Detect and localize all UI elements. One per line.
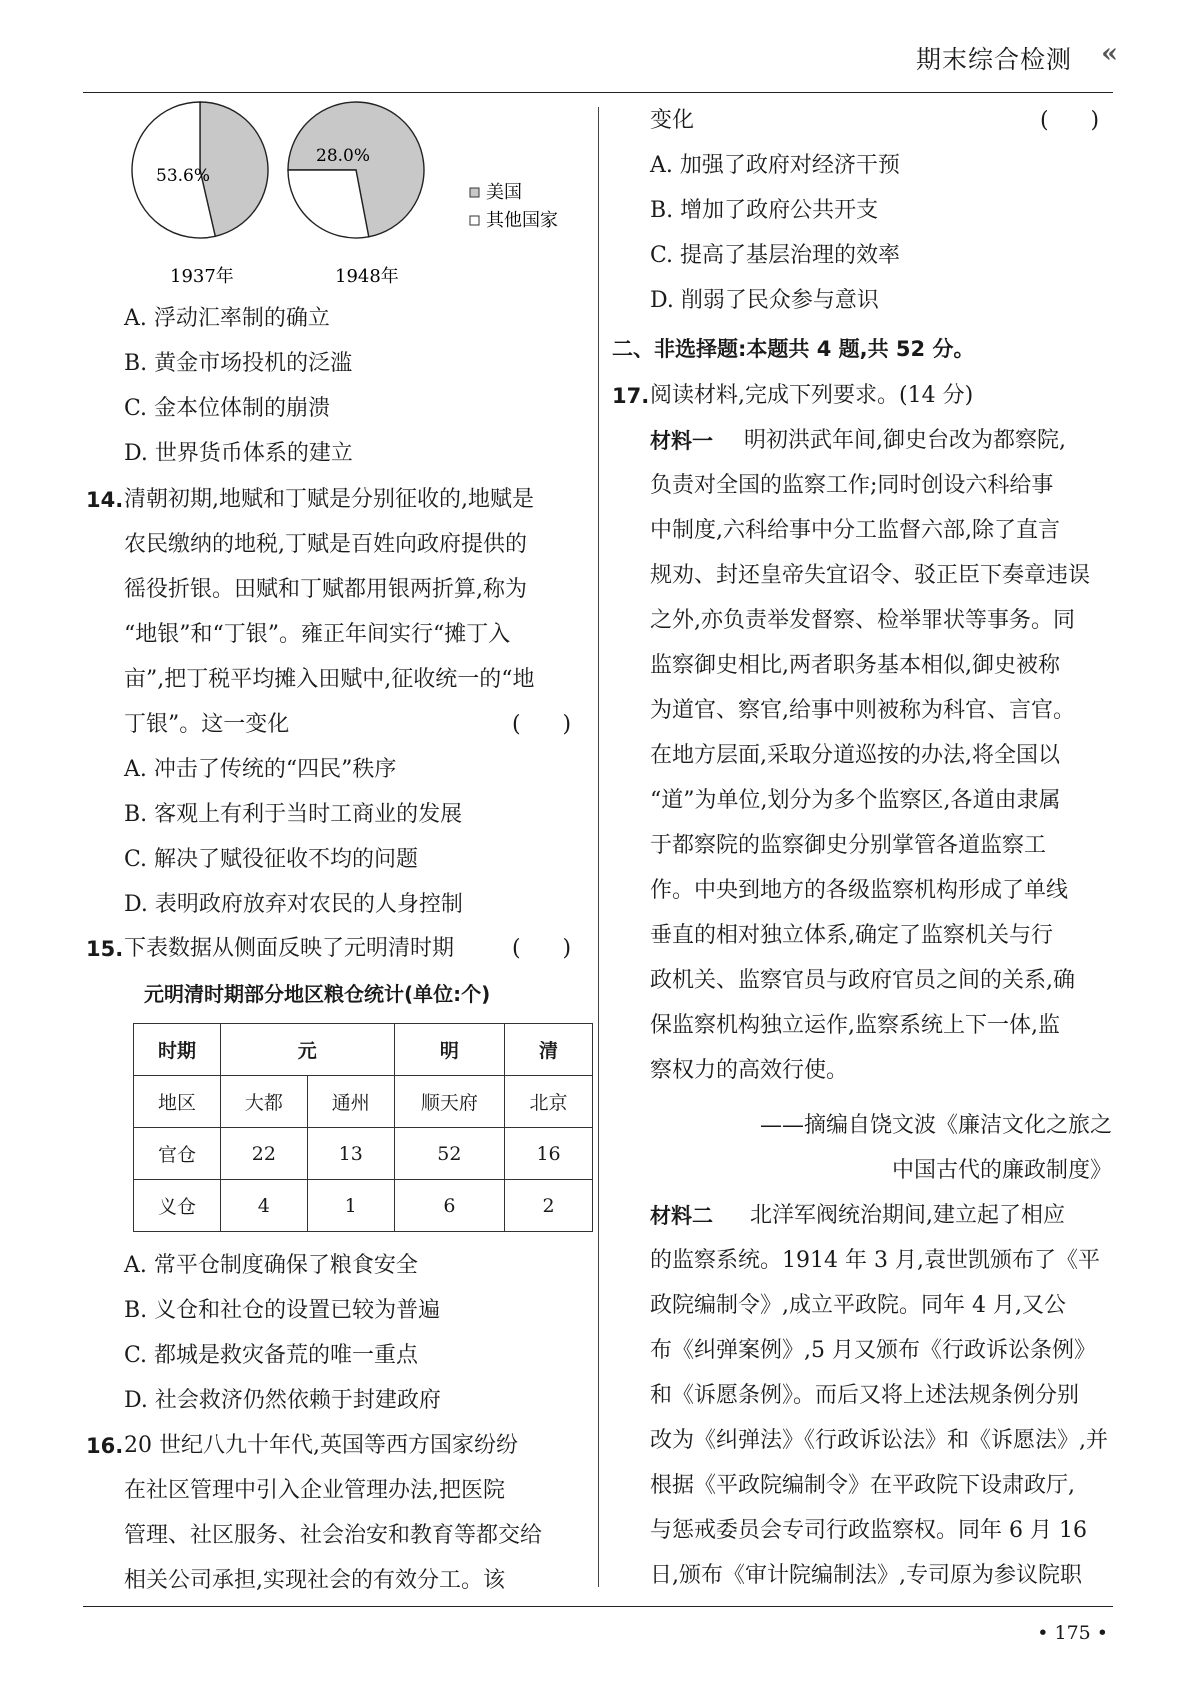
pie-1948: [288, 102, 424, 238]
material-2-line: 政院编制令》,成立平政院。同年 4 月,又公: [650, 1293, 1066, 1318]
q16-stem-line: 20 世纪八九十年代,英国等西方国家纷纷: [124, 1433, 518, 1458]
q14-number: 14.: [86, 488, 124, 512]
material-2-line: 布《纠弹案例》,5 月又颁布《行政诉讼条例》: [650, 1338, 1096, 1363]
table-cell: 22: [220, 1128, 307, 1180]
material-2-line: 与惩戒委员会专司行政监察权。同年 6 月 16: [650, 1518, 1087, 1543]
legend-label-others: 其他国家: [486, 210, 558, 231]
q15-option-b: B. 义仓和社仓的设置已较为普遍: [124, 1298, 441, 1323]
q13-option-c: C. 金本位体制的崩溃: [124, 396, 331, 421]
q16-answer-paren: ( ): [1040, 108, 1100, 133]
grain-table: [133, 1023, 593, 1232]
q14-option-c: C. 解决了赋役征收不均的问题: [124, 847, 419, 872]
page-header-title: 期末综合检测: [915, 45, 1072, 74]
material-1-line: 保监察机构独立运作,监察系统上下一体,监: [650, 1013, 1060, 1038]
column-divider: [598, 107, 599, 1587]
material-2-line: 日,颁布《审计院编制法》,专司原为参议院职: [650, 1563, 1082, 1588]
table-cell: 义仓: [134, 1180, 221, 1232]
material-2-line: 北洋军阀统治期间,建立起了相应: [750, 1203, 1065, 1228]
q16-stem-line: 在社区管理中引入企业管理办法,把医院: [124, 1478, 505, 1503]
material-1-line: 明初洪武年间,御史台改为都察院,: [744, 428, 1066, 453]
material-1-line: 垂直的相对独立体系,确定了监察机关与行: [650, 923, 1053, 948]
table-header-cell: 元: [220, 1024, 394, 1076]
q14-stem-line: 丁银”。这一变化: [124, 712, 290, 737]
material-2-line: 改为《纠弹法》《行政诉讼法》和《诉愿法》,并: [650, 1428, 1108, 1453]
q14-stem-line: 清朝初期,地赋和丁赋是分别征收的,地赋是: [124, 487, 534, 512]
q15-table-title: 元明清时期部分地区粮仓统计(单位:个): [144, 982, 491, 1006]
q15-option-d: D. 社会救济仍然依赖于封建政府: [124, 1388, 441, 1413]
q14-stem-line: “地银”和“丁银”。雍正年间实行“摊丁入: [124, 622, 511, 647]
table-cell: 地区: [134, 1076, 221, 1128]
table-cell: 通州: [307, 1076, 394, 1128]
q13-option-a: A. 浮动汇率制的确立: [124, 306, 330, 331]
q16-number: 16.: [86, 1434, 124, 1458]
q14-option-a: A. 冲击了传统的“四民”秩序: [124, 757, 397, 782]
table-cell: 13: [307, 1128, 394, 1180]
footer-rule: [83, 1606, 1113, 1607]
material-2-line: 根据《平政院编制令》在平政院下设肃政厅,: [650, 1473, 1075, 1498]
q16-option-c: C. 提高了基层治理的效率: [650, 243, 901, 268]
q16-stem-line: 相关公司承担,实现社会的有效分工。该: [124, 1568, 505, 1593]
header-rule: [83, 92, 1113, 93]
section-heading: 二、非选择题:本题共 4 题,共 52 分。: [612, 337, 975, 361]
material-2-line: 和《诉愿条例》。而后又将上述法规条例分别: [650, 1383, 1080, 1408]
q15-option-c: C. 都城是救灾备荒的唯一重点: [124, 1343, 419, 1368]
table-header-cell: 时期: [134, 1024, 221, 1076]
material-1-line: 作。中央到地方的各级监察机构形成了单线: [650, 878, 1069, 903]
q16-stem-line: 管理、社区服务、社会治安和教育等都交给: [124, 1523, 543, 1548]
table-header-cell: 明: [394, 1024, 504, 1076]
table-cell: 6: [394, 1180, 504, 1232]
material-1-line: 察权力的高效行使。: [650, 1058, 849, 1083]
material-1-line: 为道官、察官,给事中则被称为科官、言官。: [650, 698, 1075, 723]
page-number: • 175 •: [1037, 1622, 1108, 1644]
q16-option-a: A. 加强了政府对经济干预: [650, 153, 900, 178]
material-1-line: 政机关、监察官员与政府官员之间的关系,确: [650, 968, 1075, 993]
q14-stem-line: 徭役折银。田赋和丁赋都用银两折算,称为: [124, 577, 527, 602]
material-1-line: 监察御史相比,两者职务基本相似,御史被称: [650, 653, 1060, 678]
material-2-line: 的监察系统。1914 年 3 月,袁世凯颁布了《平: [650, 1248, 1100, 1273]
table-cell: 大都: [220, 1076, 307, 1128]
material-1-line: 在地方层面,采取分道巡按的办法,将全国以: [650, 743, 1060, 768]
table-cell: 2: [505, 1180, 593, 1232]
double-chevron-icon: «: [1101, 38, 1112, 69]
table-cell: 16: [505, 1128, 593, 1180]
material-1-line: 中制度,六科给事中分工监督六部,除了直言: [650, 518, 1060, 543]
legend-swatch-others: [470, 216, 479, 225]
q15-number: 15.: [86, 937, 124, 961]
table-header-cell: 清: [505, 1024, 593, 1076]
pie-1937-year-label: 1937年: [170, 266, 234, 287]
q14-option-d: D. 表明政府放弃对农民的人身控制: [124, 892, 463, 917]
table-cell: 1: [307, 1180, 394, 1232]
pie-slice-others: [288, 170, 369, 238]
q15-stem: 下表数据从侧面反映了元明清时期: [124, 936, 455, 961]
q13-option-b: B. 黄金市场投机的泛滥: [124, 351, 353, 376]
pie-chart-figure: [130, 100, 590, 290]
q16-option-b: B. 增加了政府公共开支: [650, 198, 879, 223]
legend-label-usa: 美国: [486, 182, 522, 203]
material-1-line: 负责对全国的监察工作;同时创设六科给事: [650, 473, 1054, 498]
table-row: [134, 1076, 593, 1128]
q14-stem-line: 农民缴纳的地税,丁赋是百姓向政府提供的: [124, 532, 527, 557]
material-1-line: 于都察院的监察御史分别掌管各道监察工: [650, 833, 1047, 858]
q16-option-d: D. 削弱了民众参与意识: [650, 288, 879, 313]
material-1-line: 规劝、封还皇帝失宜诏令、驳正臣下奏章违误: [650, 563, 1091, 588]
material-1-source: ——摘编自饶文波《廉洁文化之旅之: [759, 1113, 1112, 1138]
pie-1948-year-label: 1948年: [335, 266, 399, 287]
table-cell: 北京: [505, 1076, 593, 1128]
table-header-row: [134, 1024, 593, 1076]
q17-stem: 阅读材料,完成下列要求。(14 分): [650, 383, 974, 408]
q14-answer-paren: ( ): [512, 712, 572, 737]
material-1-line: “道”为单位,划分为多个监察区,各道由隶属: [650, 788, 1061, 813]
material-1-label: 材料一: [650, 429, 713, 453]
q14-stem-line: 亩”,把丁税平均摊入田赋中,征收统一的“地: [124, 667, 535, 692]
q15-option-a: A. 常平仓制度确保了粮食安全: [124, 1253, 418, 1278]
legend-swatch-usa: [470, 188, 479, 197]
table-row: [134, 1180, 593, 1232]
table-cell: 52: [394, 1128, 504, 1180]
table-row: [134, 1128, 593, 1180]
q13-option-d: D. 世界货币体系的建立: [124, 441, 353, 466]
material-2-label: 材料二: [650, 1204, 713, 1228]
table-cell: 官仓: [134, 1128, 221, 1180]
pie-1937-value-label: 53.6%: [156, 166, 211, 186]
table-cell: 4: [220, 1180, 307, 1232]
q17-number: 17.: [612, 384, 650, 408]
table-cell: 顺天府: [394, 1076, 504, 1128]
material-1-source: 中国古代的廉政制度》: [891, 1158, 1112, 1183]
material-1-line: 之外,亦负责举发督察、检举罪状等事务。同: [650, 608, 1075, 633]
pie-1948-value-label: 28.0%: [316, 146, 371, 166]
q15-answer-paren: ( ): [512, 936, 572, 961]
q16-stem-continued: 变化: [650, 108, 695, 133]
q14-option-b: B. 客观上有利于当时工商业的发展: [124, 802, 463, 827]
